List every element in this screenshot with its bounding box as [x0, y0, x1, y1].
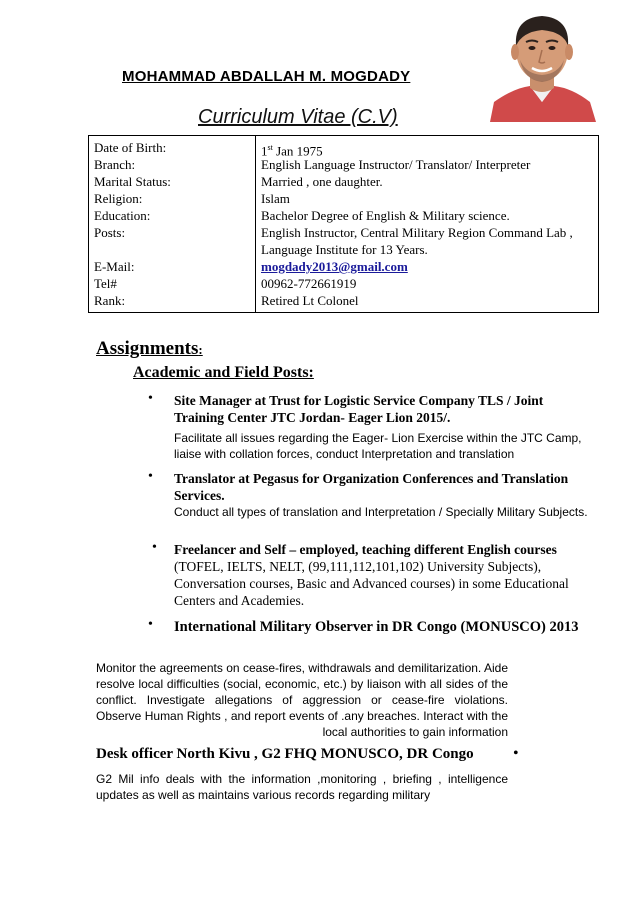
info-labels-cell: [89, 136, 256, 313]
value-marital: Married , one daughter.: [261, 174, 383, 189]
label-rank: Rank:: [94, 293, 126, 308]
email-link[interactable]: mogdady2013@gmail.com: [261, 259, 408, 274]
label-tel: Tel#: [94, 276, 117, 291]
value-education: Bachelor Degree of English & Military science.: [261, 208, 510, 223]
document-title: Curriculum Vitae (C.V): [198, 106, 398, 128]
personal-info-table: [88, 135, 599, 313]
assignment-description: Facilitate all issues regarding the Eager- Lion Exercise within the JTC Camp, liaise with collation forces, conduct Interpretation and translation: [174, 431, 582, 461]
label-email: E-Mail:: [94, 259, 135, 274]
bullet-icon: •: [148, 617, 153, 632]
label-branch: Branch:: [94, 157, 136, 172]
assignment-item: [148, 617, 594, 636]
assignments-colon: :: [198, 342, 203, 357]
monusco-description: Monitor the agreements on cease-fires, withdrawals and demilitarization. Aide resolve local difficulties (social, economic, etc.) by liaison with all sides of the conflict. Investigate allegations of aggression or cease-fire violations. Observe Human Rights , and report events of .any breaches. Interact with the local authorities to gain information: [96, 661, 508, 739]
value-religion: Islam: [261, 191, 290, 206]
assignment-title: Site Manager at Trust for Logistic Service Company TLS / Joint Training Center JTC Jordan- Eager Lion 2015/.: [174, 393, 544, 425]
dob-day: 1: [261, 143, 268, 159]
label-dob: Date of Birth:: [94, 140, 167, 155]
assignment-item: [148, 391, 594, 462]
assignment-title: International Military Observer in DR Congo (MONUSCO) 2013: [174, 619, 579, 635]
assignment-description: Conduct all types of translation and Interpretation / Specially Military Subjects.: [174, 505, 588, 519]
assignment-item: [148, 469, 594, 520]
dob-suffix: st: [267, 143, 273, 152]
desk-officer-description: G2 Mil info deals with the information ,monitoring , briefing , intelligence updates as well as maintains various records regarding military: [96, 772, 508, 802]
label-religion: Religion:: [94, 191, 143, 206]
assignments-heading: [96, 338, 203, 360]
label-marital: Marital Status:: [94, 174, 171, 189]
assignment-title: Translator at Pegasus for Organization Conferences and Translation Services.: [174, 471, 569, 503]
assignment-item: [152, 540, 594, 609]
value-rank: Retired Lt Colonel: [261, 293, 359, 308]
label-posts: Posts:: [94, 225, 126, 240]
value-posts: English Instructor, Central Military Region Command Lab , Language Institute for 13 Years.: [261, 225, 573, 257]
desk-officer-title: Desk officer North Kivu , G2 FHQ MONUSCO, DR Congo: [96, 746, 474, 762]
dob-rest: Jan 1975: [272, 143, 323, 159]
bullet-icon: •: [152, 540, 157, 555]
value-email[interactable]: [261, 258, 593, 275]
value-dob: [261, 139, 593, 159]
value-tel: 00962-772661919: [261, 276, 357, 291]
bullet-icon: •: [148, 469, 153, 484]
assignment-description: (TOFEL, IELTS, NELT, (99,111,112,101,102) University Subjects), Conversation courses, Basic and Advanced courses) in some Educational Centers and Academies.: [174, 559, 569, 608]
info-values-cell: [256, 136, 599, 313]
academic-field-subheading: Academic and Field Posts:: [133, 364, 314, 381]
bullet-icon: •: [148, 391, 153, 406]
label-blank: [94, 241, 250, 258]
profile-photo: [484, 2, 600, 122]
label-education: Education:: [94, 208, 151, 223]
bullet-icon: •: [513, 745, 519, 762]
assignments-heading-text: Assignments: [96, 338, 199, 359]
assignment-title: Freelancer and Self – employed, teaching different English courses: [174, 542, 557, 557]
candidate-name: MOHAMMAD ABDALLAH M. MOGDADY: [122, 68, 411, 85]
value-branch: English Language Instructor/ Translator/ Interpreter: [261, 157, 531, 172]
